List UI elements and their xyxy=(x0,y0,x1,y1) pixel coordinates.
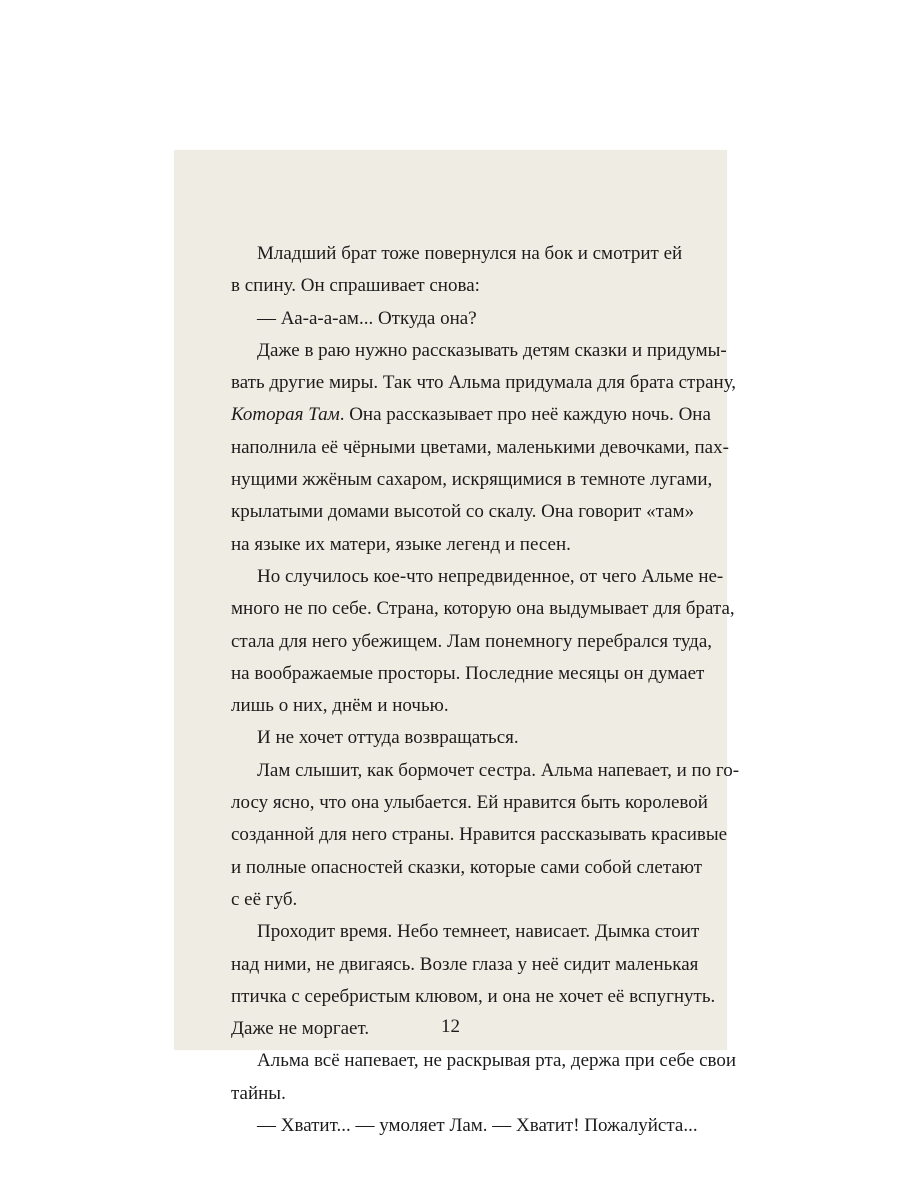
book-page xyxy=(174,150,740,1137)
text-line: в спину. Он спрашивает снова: xyxy=(231,275,480,297)
text-line: лосу ясно, что она улыбается. Ей нравится быть королевой xyxy=(231,792,708,814)
text-line: на языке их матери, языке легенд и песен. xyxy=(231,533,571,555)
text-line: лишь о них, днём и ночью. xyxy=(231,695,449,717)
country-name-italic: Которая Там xyxy=(231,404,340,426)
text-line: созданной для него страны. Нравится рассказывать красивые xyxy=(231,824,728,846)
text-line: вать другие миры. Так что Альма придумала для брата страну, xyxy=(231,372,737,394)
text-line: — Аа-а-а-ам... Откуда она? xyxy=(257,307,477,329)
text-line: птичка с серебристым клювом, и она не хочет её вспугнуть. xyxy=(231,985,716,1007)
text-line: Но случилось кое-что непредвиденное, от чего Альме не- xyxy=(257,565,724,587)
text-line: Лам слышит, как бормочет сестра. Альма напевает, и по го- xyxy=(257,759,740,781)
text-line xyxy=(231,399,711,431)
text-line: Альма всё напевает, не раскрывая рта, держа при себе свои xyxy=(257,1050,737,1072)
text-line: Младший брат тоже повернулся на бок и смотрит ей xyxy=(257,243,683,264)
text-line: стала для него убежищем. Лам понемногу перебрался туда, xyxy=(231,630,713,652)
text-line: наполнила её чёрными цветами, маленькими девочками, пах- xyxy=(231,436,729,458)
text-line: крылатыми домами высотой со скалу. Она говорит «там» xyxy=(231,501,695,523)
text-line: Проходит время. Небо темнеет, нависает. Дымка стоит xyxy=(257,921,700,943)
text-line-rest: . Она рассказывает про неё каждую ночь. Она xyxy=(339,404,711,426)
text-line: нущими жжёным сахаром, искрящимися в темноте лугами, xyxy=(231,469,713,491)
text-line: над ними, не двигаясь. Возле глаза у неё сидит маленькая xyxy=(231,953,699,975)
text-line: много не по себе. Страна, которую она выдумывает для брата, xyxy=(231,598,735,620)
text-line: Даже в раю нужно рассказывать детям сказки и придумы- xyxy=(257,339,727,361)
text-line: тайны. xyxy=(231,1082,286,1104)
text-line: И не хочет оттуда возвращаться. xyxy=(257,727,519,749)
page-number: 12 xyxy=(441,1016,460,1037)
text-line: — Хватит... — умоляет Лам. — Хватит! Пожалуйста... xyxy=(257,1115,698,1137)
text-line: с её губ. xyxy=(231,888,298,910)
text-line: и полные опасностей сказки, которые сами собой слетают xyxy=(231,856,703,878)
text-line: на воображаемые просторы. Последние месяцы он думает xyxy=(231,662,705,684)
page-body-text xyxy=(231,238,740,1142)
text-line: Даже не моргает. xyxy=(231,1018,370,1040)
